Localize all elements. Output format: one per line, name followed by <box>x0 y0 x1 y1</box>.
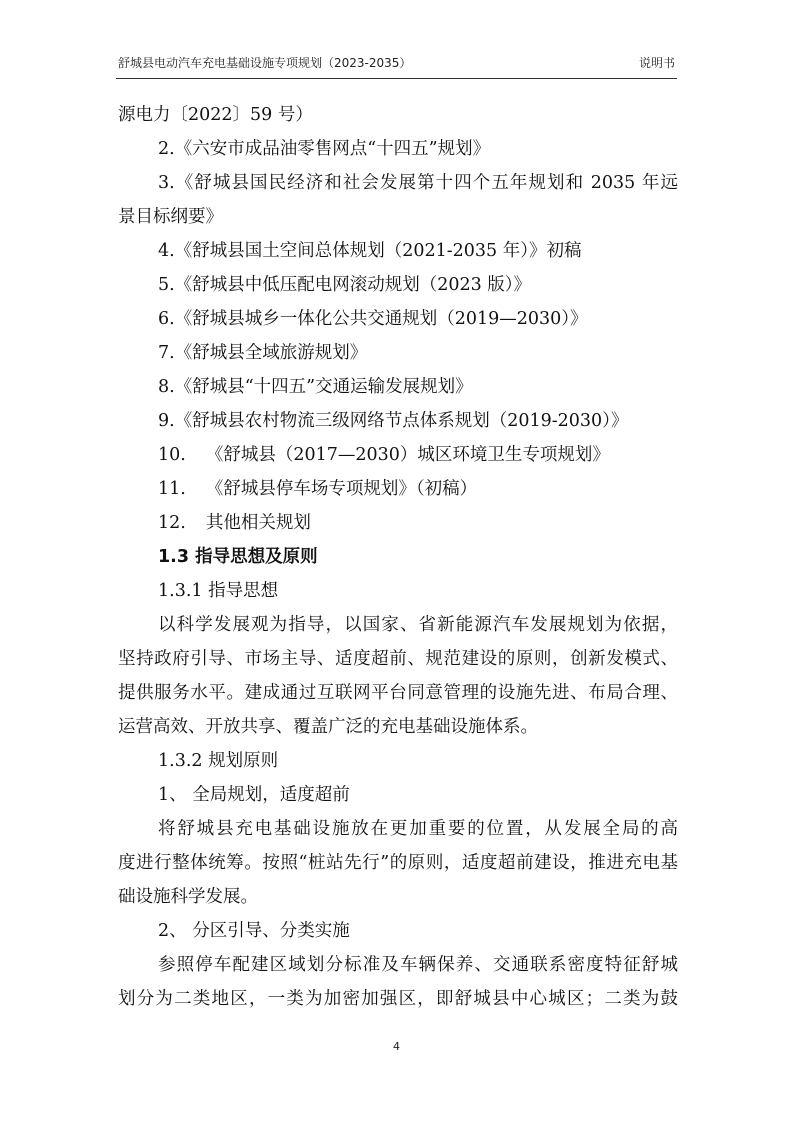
paragraph-line: 将舒城县充电基础设施放在更加重要的位置，从发展全局的高 <box>158 819 678 839</box>
paragraph-line: 础设施科学发展。 <box>118 887 258 907</box>
reference-item <box>118 472 678 506</box>
header-title: 舒城县电动汽车充电基础设施专项规划（2023-2035） <box>118 56 412 70</box>
reference-item <box>118 438 678 472</box>
item-text: 其他相关规划 <box>205 513 311 533</box>
principle-heading: 1、 全局规划，适度超前 <box>158 785 350 805</box>
item-number: 12. <box>158 513 186 533</box>
text-line: 源电力〔2022〕59 号） <box>118 105 313 125</box>
item-text: 《舒城县（2017—2030）城区环境卫生专项规划》 <box>205 445 610 465</box>
reference-item: 3.《舒城县国民经济和社会发展第十四个五年规划和 2035 年远 <box>158 173 678 193</box>
paragraph-line: 度进行整体统筹。按照“桩站先行”的原则，适度超前建设，推进充电基 <box>118 853 678 873</box>
page-body <box>118 98 678 1016</box>
reference-item <box>118 506 678 540</box>
reference-item: 7.《舒城县全域旅游规划》 <box>158 343 368 363</box>
header-section: 说明书 <box>638 56 675 70</box>
paragraph-line: 以科学发展观为指导，以国家、省新能源汽车发展规划为依据， <box>158 615 678 635</box>
paragraph-line: 提供服务水平。建成通过互联网平台同意管理的设施先进、布局合理、 <box>118 683 678 703</box>
subsection-heading: 1.3.2 规划原则 <box>158 751 279 771</box>
paragraph-line: 参照停车配建区域划分标准及车辆保养、交通联系密度特征舒城 <box>158 955 678 975</box>
reference-item: 6.《舒城县城乡一体化公共交通规划（2019—2030）》 <box>158 309 588 329</box>
reference-item: 5.《舒城县中低压配电网滚动规划（2023 版）》 <box>158 275 532 295</box>
item-text: 《舒城县停车场专项规划》（初稿） <box>205 479 478 499</box>
subsection-heading: 1.3.1 指导思想 <box>158 581 279 601</box>
paragraph-line: 坚持政府引导、市场主导、适度超前、规范建设的原则，创新发模式、 <box>118 649 678 669</box>
paragraph-line: 划分为二类地区，一类为加密加强区，即舒城县中心城区；二类为鼓 <box>118 989 678 1009</box>
principle-heading: 2、 分区引导、分类实施 <box>158 921 350 941</box>
text-line: 景目标纲要》 <box>118 207 223 227</box>
item-number: 10. <box>158 445 186 465</box>
paragraph-line: 运营高效、开放共享、覆盖广泛的充电基础设施体系。 <box>118 717 538 737</box>
header-divider <box>116 78 677 79</box>
reference-item: 4.《舒城县国土空间总体规划（2021-2035 年）》初稿 <box>158 241 582 261</box>
reference-item: 2.《六安市成品油零售网点“十四五”规划》 <box>158 139 491 159</box>
reference-item: 9.《舒城县农村物流三级网络节点体系规划（2019-2030）》 <box>158 411 629 431</box>
page-number: 4 <box>393 1040 400 1053</box>
reference-item: 8.《舒城县“十四五”交通运输发展规划》 <box>158 377 473 397</box>
item-number: 11. <box>158 479 186 499</box>
page-header <box>118 54 675 76</box>
section-heading: 1.3 指导思想及原则 <box>158 547 318 567</box>
